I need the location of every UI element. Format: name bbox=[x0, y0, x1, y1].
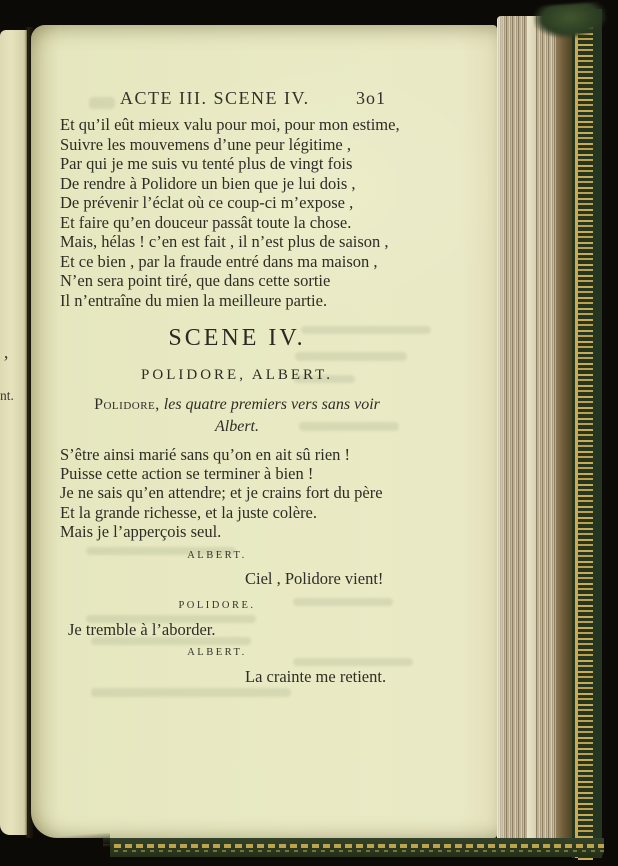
verse-block-polidore bbox=[60, 445, 383, 541]
verse-line: Mais, hélas ! c’en est fait , il n’est plus de saison , bbox=[60, 232, 389, 251]
verse-line: De prévenir l’éclat où ce coup-ci m’expose , bbox=[60, 193, 354, 212]
gilt-bottom-border bbox=[103, 838, 604, 857]
left-page-sliver bbox=[0, 30, 27, 835]
stage-direction bbox=[41, 396, 433, 414]
verse-line: De rendre à Polidore un bien que je lui dois , bbox=[60, 173, 356, 193]
dialogue-line: La crainte me retient. bbox=[245, 667, 387, 686]
speaker-label: ALBERT. bbox=[187, 647, 247, 658]
verse-line: Et ce bien , par la fraude entré dans ma maison , bbox=[60, 251, 378, 271]
stage-direction-text: les quatre premiers vers sans voir bbox=[163, 396, 380, 413]
left-page-text-fragment: nt. bbox=[0, 388, 14, 403]
bottom-shadow bbox=[0, 833, 110, 866]
verse-line: Mais je l’apperçois seul. bbox=[60, 521, 222, 541]
book-cover-binding bbox=[572, 9, 602, 858]
running-header: ACTE III. SCENE IV. bbox=[120, 88, 310, 108]
page-number: 3o1 bbox=[356, 88, 386, 108]
verse-line: Par qui je me suis vu tenté plus de vingt fois bbox=[60, 154, 353, 173]
left-page-text-fragment: ’ bbox=[3, 352, 9, 372]
verse-line: Suivre les mouvemens d’une peur légitime , bbox=[60, 134, 351, 154]
verse-line: Et qu’il eût mieux valu pour moi, pour mon estime, bbox=[60, 115, 400, 134]
verse-line: Je ne sais qu’en attendre; et je crains fort du père bbox=[60, 483, 383, 503]
headband-fuzz bbox=[533, 2, 607, 41]
verse-line: Et faire qu’en douceur passât toute la chose. bbox=[60, 212, 352, 232]
stage-direction-continued: Albert. bbox=[215, 418, 259, 435]
stage-direction-speaker: Polidore, bbox=[94, 396, 160, 413]
scene-heading: SCENE IV. bbox=[168, 325, 306, 351]
scene-characters: POLIDORE, ALBERT. bbox=[141, 367, 333, 383]
fore-edge-highlight bbox=[527, 16, 536, 846]
dialogue-line: Je tremble à l’aborder. bbox=[68, 620, 216, 639]
gilt-dentelle-pattern bbox=[578, 11, 593, 860]
bleed-through-mark bbox=[293, 658, 413, 666]
verse-block-albert bbox=[60, 115, 400, 310]
bleed-through-mark bbox=[295, 352, 407, 361]
verse-line: N’en sera point tiré, que dans cette sortie bbox=[60, 271, 331, 290]
verse-line: Puisse cette action se terminer à bien ! bbox=[60, 464, 314, 484]
verse-line: Il n’entraîne du mien la meilleure partie. bbox=[60, 290, 328, 310]
page-block-fore-edge bbox=[497, 16, 556, 846]
verse-line: Et la grande richesse, et la juste colère. bbox=[60, 502, 318, 522]
speaker-label: ALBERT. bbox=[187, 550, 247, 561]
bleed-through-mark bbox=[89, 97, 115, 109]
cover-edge-strip bbox=[556, 13, 572, 853]
book-page bbox=[31, 25, 497, 838]
speaker-label: POLIDORE. bbox=[178, 600, 256, 611]
verse-line: S’être ainsi marié sans qu’on en ait sû rien ! bbox=[60, 445, 351, 464]
dialogue-line: Ciel , Polidore vient! bbox=[245, 569, 384, 588]
bleed-through-mark bbox=[91, 688, 291, 697]
